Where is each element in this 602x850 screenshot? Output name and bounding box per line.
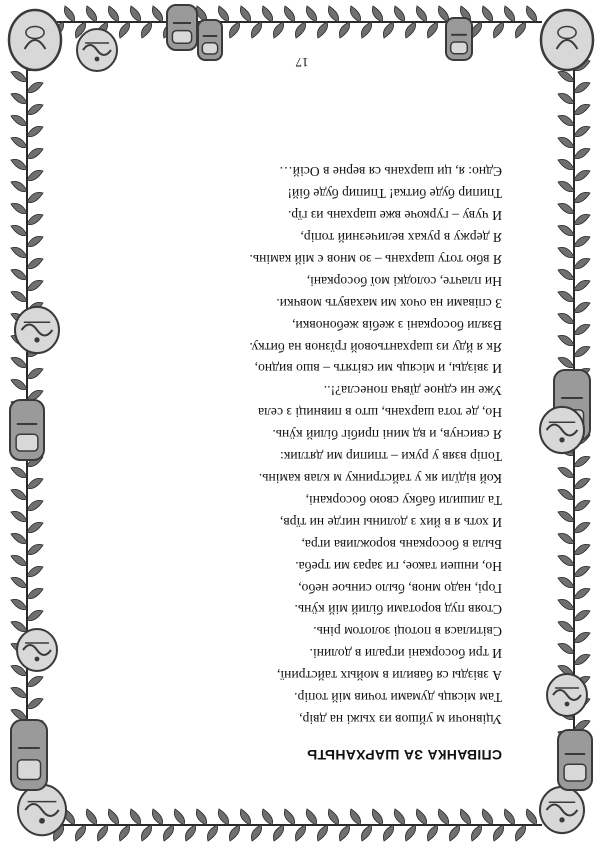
poem-line: Стояв пуд воротами білий мій кӱнь.: [294, 602, 502, 618]
clay-vessel-icon: [15, 307, 59, 353]
figurine-icon: [198, 20, 222, 60]
poem-line: Но, де тота шархань, што в пивниці з села: [258, 405, 502, 421]
poem-title: СПІВАНКА ЗА ШАРХАНЬТЬ: [306, 747, 502, 763]
figurine-icon: [446, 18, 472, 60]
poem-line: Там місяць думами точив мій топір.: [294, 690, 502, 706]
poem-line: Ни плачте, солодкі мої босоркані,: [306, 273, 502, 289]
poem-lines: [62, 160, 502, 730]
clay-vessel-icon: [547, 674, 587, 716]
page-number: 17: [295, 55, 309, 70]
clay-vessel-icon: [540, 787, 584, 833]
poem-line: Як я йду из шархантьовой грїзнов на битку.: [249, 339, 502, 355]
poem-line: Но, иншеи такое, ги зараз ми треба.: [295, 558, 502, 574]
poem-line: Взяли босоркані з жебів жебоновки,: [292, 317, 502, 333]
carved-stone-icon: [9, 10, 61, 70]
carved-stone-icon: [541, 10, 593, 70]
figurine-icon: [11, 720, 47, 790]
figurine-icon: [10, 400, 44, 460]
poem-line: Світилася в потоці золотом рінь.: [313, 624, 502, 640]
poem-line: Уцівночи м уйшов из хыжі на двір,: [299, 712, 502, 727]
poem-line: Я свиснув, и вд мині прибіг білий кӱнь.: [272, 427, 502, 443]
branch-icon: [53, 809, 542, 841]
poem-line: И звізды, и місяць ми світять – вшо видно,: [254, 361, 502, 377]
clay-vessel-icon: [77, 29, 117, 71]
clay-vessel-icon: [540, 407, 584, 453]
poem-line: Горі, надо мнов, было синьое небо,: [298, 580, 502, 596]
figurine-icon: [558, 730, 592, 790]
poem-line: Я вбю тоту шархань – зо мнов є мій камінь.: [249, 251, 502, 267]
poem-line: Топір взяв у руки – тпипир ми дятлик:: [280, 449, 502, 465]
poem-line: Та лишили бабку свою босоркані,: [305, 492, 502, 508]
poem-line: Єдно: я, ци шархань ся верне в Осій…: [279, 164, 502, 180]
clay-vessel-icon: [17, 629, 57, 671]
poem-line: И три босоркані играли в долині.: [309, 646, 502, 662]
poem-block: [62, 160, 502, 764]
poem-line: Тпипир буде битка! Тпипир буде бій!: [287, 186, 502, 202]
poem-line: А звізды ся бавили в мойых тайстринї,: [276, 668, 502, 684]
poem-line: З співами на очох ми махавуть мовчки.: [276, 295, 502, 311]
poem-line: Была в босоркань ворожлива игра,: [301, 536, 502, 552]
figurine-icon: [167, 5, 197, 50]
poem-line: Я держу в руках величезний топір,: [300, 230, 502, 246]
poem-line: И хоть я в йих з долины нигде ни тїрв,: [279, 514, 502, 530]
poem-line: Кой відїли як у тайстринку м клав камінь.: [258, 471, 502, 487]
poem-line: И чуву – гуркоче вже шархань из гїр.: [287, 208, 502, 224]
poem-line: Уже ни єдное дївча понесла?!..: [323, 383, 502, 399]
clay-vessel-icon: [18, 785, 66, 835]
